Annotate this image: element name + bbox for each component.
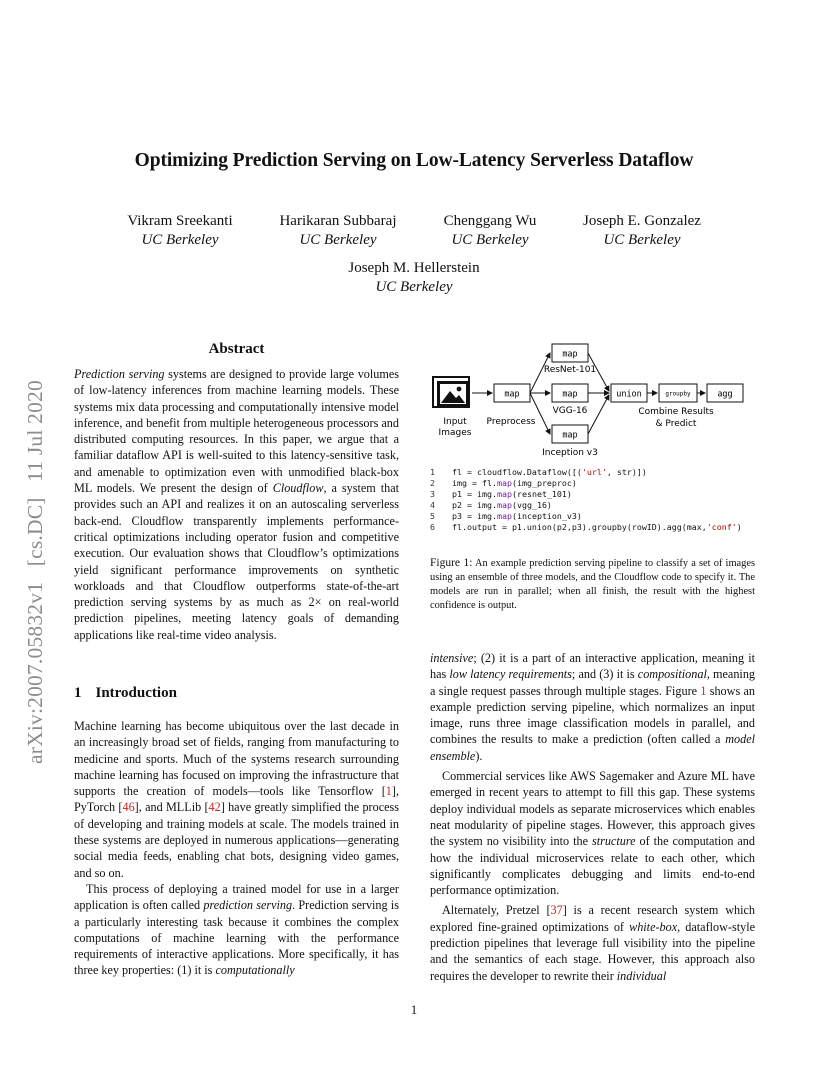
intro-text: Machine learning has become ubiquitous over the last decade in an increasingly broad set of fields, ranging from manufacturing to medicine and sports. Much of the systems research surrounding machine learning has focused on improving the infrastructure that supports the creation of models—tools like Tensorflow [ (74, 719, 399, 799)
code-text: (img_preproc) (511, 477, 577, 488)
abstract-heading: Abstract (208, 341, 265, 357)
body-paragraph (430, 650, 755, 764)
code-string: 'url' (581, 467, 607, 477)
input-label: Input (443, 417, 467, 427)
input-label: Images (438, 428, 472, 438)
code-text: (inception_v3) (511, 510, 582, 521)
body-paragraph (430, 768, 755, 898)
author-block (314, 259, 514, 297)
author-block (562, 212, 722, 250)
intro-paragraph (74, 881, 399, 979)
author-name: Chenggang Wu (443, 213, 537, 229)
author-affiliation: UC Berkeley (141, 232, 219, 248)
code-function: map (496, 477, 512, 488)
image-stack-icon (433, 377, 469, 407)
page-number: 1 (410, 1003, 418, 1017)
groupby-label: groupby (665, 390, 691, 398)
abstract-text: systems are designed to provide large volumes of low-latency inferences from machine learning models. These systems mix data processing and computationally intensive model inference, and benefit from multiple heterogeneous processors and distributed computing resources. In this paper, we argue that a familiar dataflow API is well-suited to this latency-sensitive task, and amenable to optimization even with unmodified black-box ML models. We present the design of (74, 367, 399, 496)
code-line (430, 478, 770, 489)
line-number: 1 (430, 467, 435, 477)
intro-text: ] have greatly simplified the process of developing and training models at scale. The models trained in these systems are deployed in numerous applications—generating social media feeds, enabling chat bots, designing video games, and so on. (74, 800, 400, 880)
combine-label: & Predict (655, 419, 697, 429)
author-name: Harikaran Subbaraj (279, 213, 397, 229)
body-text: Commercial services like AWS Sagemaker and Azure ML have emerged in recent years to attempt to fill this gap. These systems deploy individual models as separate microservices which enables neat modularity of pipeline stages. However, this approach gives the system no visibility into the (430, 769, 755, 849)
body-emphasis: white-box (629, 919, 678, 934)
body-emphasis: intensive (430, 651, 474, 665)
paper-title: Optimizing Prediction Serving on Low-Latency Serverless Dataflow (134, 150, 694, 171)
code-line (430, 522, 770, 533)
abstract-paragraph (74, 366, 399, 643)
author-name: Joseph M. Hellerstein (348, 260, 480, 276)
pipeline-diagram (430, 340, 770, 460)
figure-caption (430, 556, 755, 613)
code-text: p1 = img. (452, 488, 497, 499)
inception-label: Inception v3 (542, 448, 598, 458)
resnet-label: ResNet-101 (543, 365, 597, 375)
abstract-cloudflow: Cloudflow (272, 481, 324, 496)
citation-link[interactable]: 42 (208, 800, 221, 815)
code-line (430, 467, 770, 478)
body-text: of the computation and how the individual microservices relate to each other, which significantly complicates debugging and limits end-to-end performance optimization. (430, 834, 755, 898)
preprocess-label: Preprocess (486, 417, 536, 427)
body-emphasis: low latency requirements (449, 667, 572, 682)
vgg-label: VGG-16 (552, 406, 588, 416)
abstract-text: , a system that provides such an API and realizes it on an autoscaling serverless back-end. Cloudflow transparently implements performance-critical optimizations including operator fusion and competitive execution. Our evaluation shows that Cloudflow’s optimizations yield significant performance improvements on synthetic workloads and that Cloudflow outperforms state-of-the-art prediction serving systems by as much as 2× on real-world prediction pipelines, meeting latency goals of demanding applications like real-time video analysis. (74, 481, 399, 642)
code-listing (430, 467, 770, 532)
author-name: Joseph E. Gonzalez (583, 213, 701, 229)
body-text: Alternately, Pretzel [ (442, 903, 551, 918)
body-paragraph (430, 902, 755, 983)
body-emphasis: compositional (637, 667, 707, 682)
code-function: map (496, 510, 512, 521)
combine-label: Combine Results (638, 407, 714, 417)
union-label: union (616, 389, 642, 400)
body-text: ). (475, 748, 483, 763)
section-heading (74, 685, 399, 702)
code-text: img = fl. (452, 477, 497, 488)
body-text: ; and (3) it is (571, 667, 638, 682)
author-affiliation: UC Berkeley (375, 279, 453, 295)
code-text: fl = cloudflow.Dataflow([( (452, 467, 582, 477)
body-emphasis: model ensemble (430, 732, 755, 763)
intro-text: . Prediction serving is a particularly interesting task because it combines the complex computations of machine learning with the performance requirements of interactive applications. More specifically, it has three key properties: (1) it is (74, 898, 399, 978)
preprocess-map-label: map (504, 389, 520, 400)
author-affiliation: UC Berkeley (451, 232, 529, 248)
code-text: (resnet_101) (511, 488, 572, 499)
body-text: ; (2) it is a part of an interactive application, meaning it has (430, 651, 755, 682)
author-block (258, 212, 418, 250)
intro-text: ], and MLLib [ (134, 800, 209, 815)
author-name: Vikram Sreekanti (127, 213, 233, 229)
code-function: map (496, 488, 512, 499)
body-emphasis: individual (616, 968, 667, 983)
line-number: 3 (430, 488, 435, 499)
code-text: , str)]) (606, 467, 647, 477)
author-affiliation: UC Berkeley (603, 232, 681, 248)
caption-label: Figure 1: (430, 557, 473, 569)
body-text: , meaning a single request passes through multiple stages. Figure (430, 667, 756, 698)
section-number: 1 (74, 685, 82, 701)
intro-body (74, 718, 399, 979)
author-block (410, 212, 570, 250)
arxiv-stamp (20, 294, 50, 764)
intro-text: This process of deploying a trained model for use in a larger application is often called (74, 881, 399, 913)
intro-paragraph (74, 718, 399, 881)
line-number: 6 (430, 521, 435, 532)
body-text: ] is a recent research system which explored fine-grained optimizations of (430, 903, 755, 934)
line-number: 5 (430, 510, 435, 521)
right-column-body (430, 650, 755, 984)
code-text: p3 = img. (452, 510, 497, 521)
abstract-lead: Prediction serving (74, 367, 165, 381)
author-affiliation: UC Berkeley (299, 232, 377, 248)
intro-emphasis: prediction serving (203, 898, 293, 913)
code-string: 'conf' (706, 521, 737, 532)
code-function: map (496, 499, 512, 510)
code-text: p2 = img. (452, 499, 497, 510)
vgg-map-label: map (562, 389, 578, 400)
citation-link[interactable]: 1 (385, 784, 392, 799)
line-number: 2 (430, 477, 435, 488)
body-text: shows an example prediction serving pipeline, which normalizes an input image, runs three image classification models in parallel, and combines the results to make a prediction (often called a (430, 683, 755, 747)
citation-link[interactable]: 37 (550, 903, 563, 918)
caption-text: An example prediction serving pipeline to classify a set of images using an ensemble of three models, and the Cloudflow code to specify it. The models are run in parallel; when all finish, the result with the highest confidence is output. (430, 558, 755, 611)
code-line (430, 489, 770, 500)
intro-emphasis: computationally (215, 963, 295, 978)
figure-link[interactable]: 1 (700, 683, 707, 698)
code-text: fl.output = p1.union(p2,p3).groupby(rowID).agg(max, (452, 521, 707, 532)
inception-map-label: map (562, 430, 578, 441)
resnet-map-label: map (562, 349, 578, 360)
code-text: (vgg_16) (511, 499, 552, 510)
arxiv-category: [cs.DC] (23, 497, 47, 567)
author-block (100, 212, 260, 250)
arxiv-id: arXiv:2007.05832v1 (23, 581, 47, 764)
intro-text: ], PyTorch [ (74, 784, 399, 815)
abstract-body (74, 366, 399, 643)
code-line (430, 500, 770, 511)
agg-label: agg (717, 389, 733, 400)
line-number: 4 (430, 499, 435, 510)
arxiv-date: 11 Jul 2020 (23, 380, 47, 482)
body-text: , dataflow-style prediction pipelines that leverage full visibility into the pipeline and the semantics of each stage. However, this approach also requires the developer to rewrite their (430, 919, 755, 983)
citation-link[interactable]: 46 (122, 800, 135, 815)
body-emphasis: structure (591, 834, 636, 849)
code-text: ) (736, 521, 742, 532)
section-title: Introduction (95, 685, 177, 701)
code-line (430, 511, 770, 522)
